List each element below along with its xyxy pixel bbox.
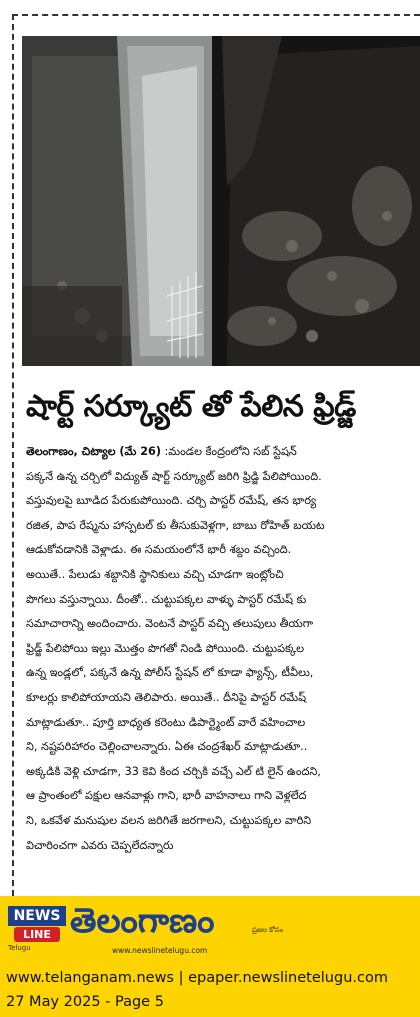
- body-line-3: వస్తువులపై బూడిద పేరుకుపోయింది. చర్చి పాస్టర్ రమేష్, తన భార్య: [26, 494, 317, 508]
- logo-line-text: LINE: [14, 927, 60, 942]
- clipping-border-left: [12, 14, 14, 896]
- article-headline: షార్ట్ సర్క్యూట్ తో పేలిన ఫ్రిడ్జ్: [26, 389, 356, 424]
- masthead-tagline: ప్రజల కోసం: [252, 926, 284, 934]
- body-line-2: పక్కనే ఉన్న చర్చిలో విద్యుత్ షార్ట్ సర్క్యూట్ జరిగి ఫ్రిడ్జి పేలిపోయింది.: [26, 469, 322, 483]
- logo-news-text: NEWS: [8, 906, 66, 926]
- body-line-6: అయితే.. పేలుడు శబ్దానికి స్థానికులు వచ్చి చూడగా ఇంట్లోంచి: [26, 567, 284, 581]
- body-line-13: ని, నష్టపరిహారం చెల్లించాలన్నారు. ఏఈ చంద్రశేఖర్ మాట్లాడుతూ..: [26, 740, 308, 754]
- body-line-17: విచారించగా ఎవరు చెప్పలేదన్నారు: [26, 838, 174, 852]
- footer-urls: www.telanganam.news | epaper.newslinetelugu.com: [6, 970, 388, 986]
- news-photo: [22, 36, 420, 366]
- body-line-15: ఆ ప్రాంతంలో పక్షుల ఆనవాళ్లు గాని, భారీ వాహనాలు గాని వెళ్లలేద: [26, 789, 307, 803]
- newsline-logo: [8, 906, 66, 944]
- body-line-5: ఆడుకోవడానికి వెళ్లాడు. ఈ సమయంలోనే భారీ శబ్దం వచ్చింది.: [26, 543, 292, 557]
- burnt-fridge-photo: [22, 36, 420, 366]
- body-line-8: సమాచారాన్ని అందించారు. వెంటనే పాస్టర్ వచ్చి తలుపులు తీయగా: [26, 617, 314, 631]
- masthead-title: తెలంగాణం: [70, 901, 215, 941]
- body-line-1: తెలంగాణం, చిట్యాల (మే 26) :మండల కేంద్రంలోని సబ్ స్టేషన్: [26, 445, 297, 458]
- publication-footer: [0, 896, 420, 1017]
- page-info: 27 May 2025 - Page 5: [6, 994, 164, 1010]
- body-line-16: ని, ఒకవేళ మనుషుల వలన జరిగితే జరగాలని, చుట్టుపక్కల వారిని: [26, 813, 312, 827]
- clipping-border-top: [12, 14, 420, 16]
- body-line-10: ఉన్న ఇండ్లలో, పక్కనే ఉన్న పోలీస్ స్టేషన్ లో కూడా ఫ్యాన్స్, టీవీలు,: [26, 666, 314, 680]
- body-line-7: పొగలు వస్తున్నాయి. దీంతో.. చుట్టుపక్కల వాళ్ళు పాస్టర్ రమేష్ కు: [26, 592, 307, 606]
- body-line-11: కూలర్లు కాలిపోయాయని తెలిపారు. అయితే.. దీనిపై పాస్టర్ రమేష్: [26, 690, 307, 704]
- dateline: తెలంగాణం, చిట్యాల (మే 26): [26, 445, 161, 458]
- body-line-4: రజిత, పాప రేష్మను హాస్పటల్ కు తీసుకువెళ్లగా, బాబు రోహిత్ బయట: [26, 518, 325, 532]
- body-line-12: మాట్లాడుతూ.. పూర్తి బాధ్యత కరెంటు డిపార్ట్మెంట్ వారే వహించాల: [26, 715, 306, 729]
- article-body: [26, 440, 416, 858]
- body-line-14: అక్కడికి వెళ్లి చూడగా, 33 కెవి కింద చర్చికి వచ్చే ఎల్ టి లైన్ ఉందని,: [26, 764, 321, 778]
- body-line-9: ఫ్రిడ్జ్ పేలిపోయి ఇల్లు మొత్తం పొగతో నిండి పోయింది. చుట్టుపక్కల: [26, 641, 305, 655]
- logo-subtitle: Telugu: [8, 944, 31, 952]
- website-small: www.newslinetelugu.com: [112, 946, 208, 955]
